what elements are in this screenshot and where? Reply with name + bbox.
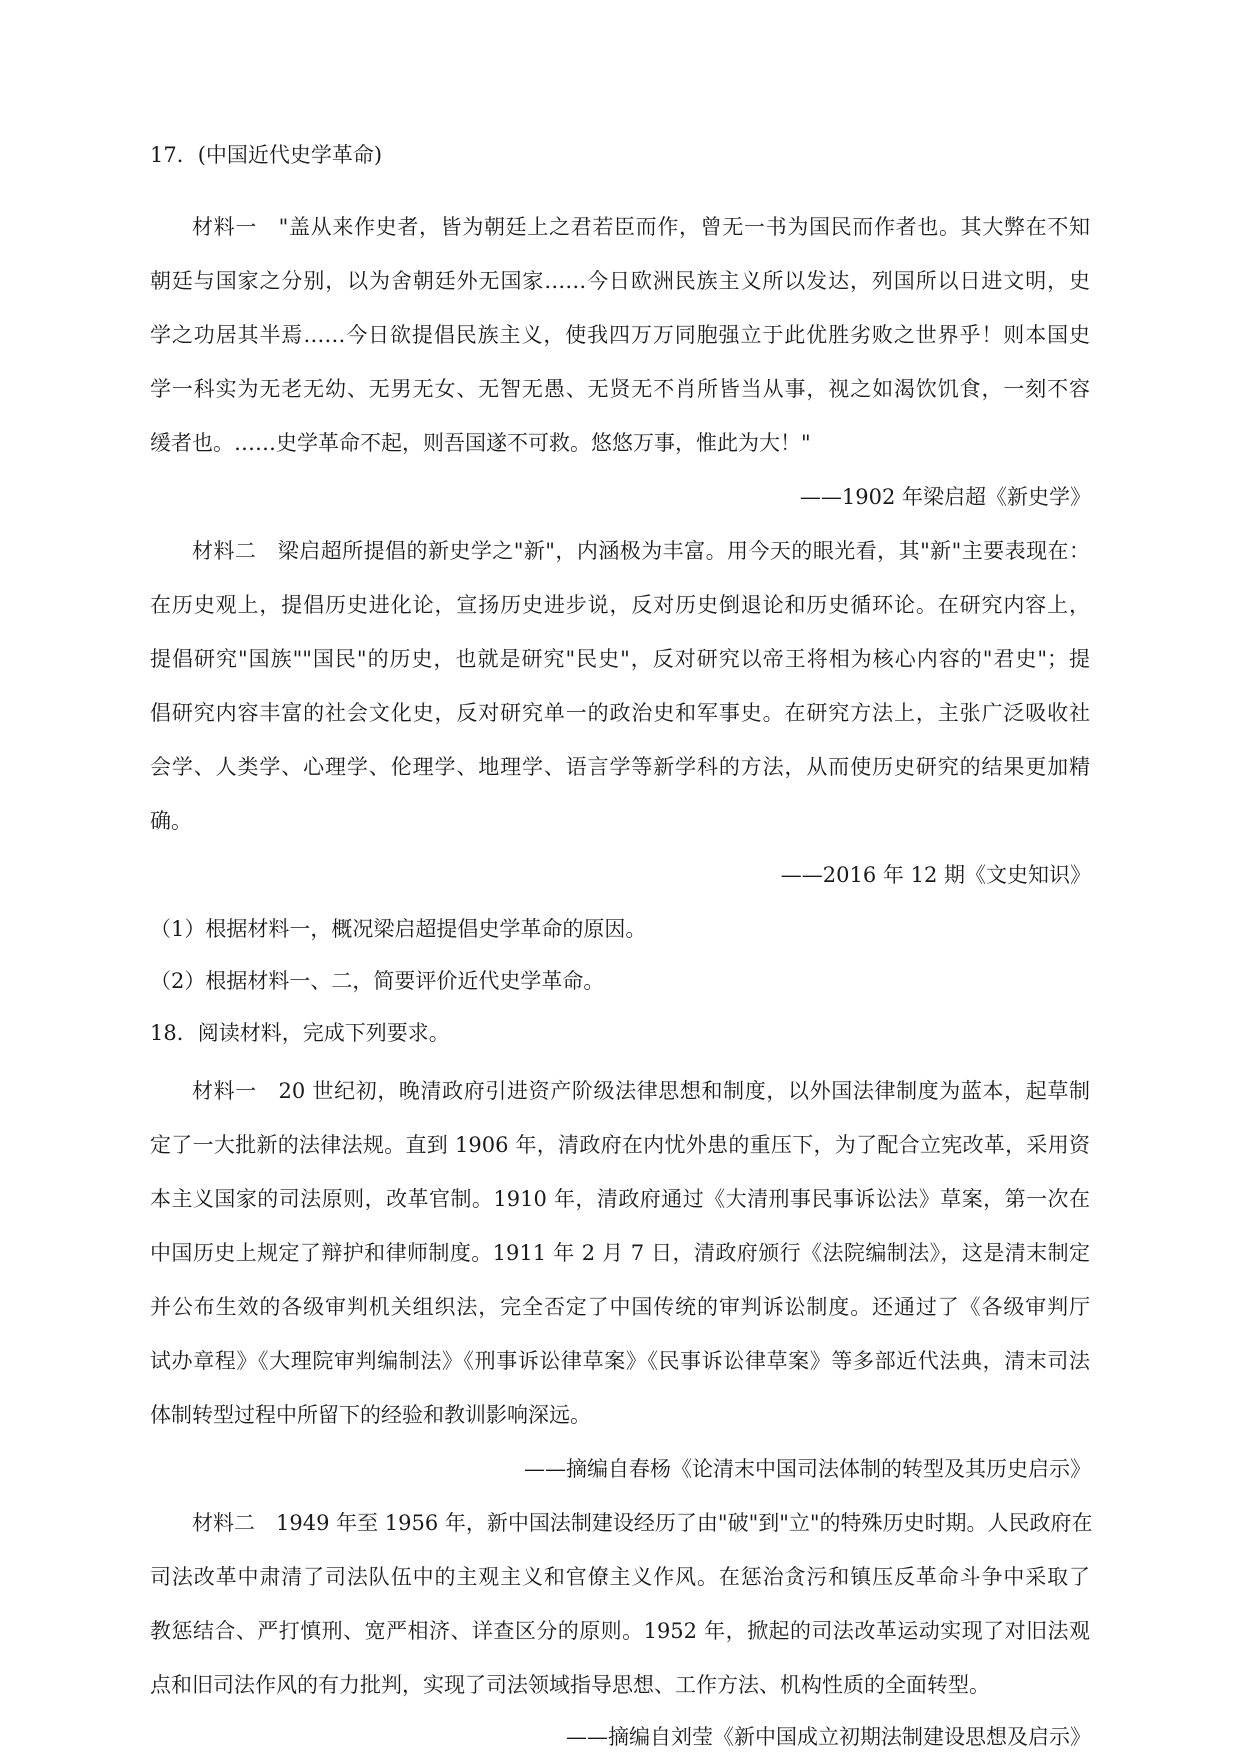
q18-material1-source: ——摘编自春杨《论清末中国司法体制的转型及其历史启示》 — [524, 1457, 1091, 1481]
q18-material1-line: 中国历史上规定了辩护和律师制度。1911 年 2 月 7 日，清政府颁行《法院编制法》，这是清末制定 — [150, 1241, 1090, 1265]
q17-material2-line: 提倡研究"国族""国民"的历史，也就是研究"民史"，反对研究以帝王将相为核心内容的"君史"；提 — [150, 647, 1090, 671]
q18-material2-line: 教惩结合、严打慎刑、宽严相济、详查区分的原则。1952 年，掀起的司法改革运动实现了对旧法观 — [150, 1619, 1090, 1643]
q18-material1-line: 试办章程》《大理院审判编制法》《刑事诉讼律草案》《民事诉讼律草案》等多部近代法典，清末司法 — [150, 1349, 1090, 1373]
q18-material2-line: 材料二 1949 年至 1956 年，新中国法制建设经历了由"破"到"立"的特殊历史时期。人民政府在 — [192, 1511, 1093, 1535]
q17-sub-question-2: （2）根据材料一、二，简要评价近代史学革命。 — [150, 969, 605, 993]
q18-material1-line: 体制转型过程中所留下的经验和教训影响深远。 — [150, 1403, 591, 1427]
q17-material2-line: 倡研究内容丰富的社会文化史，反对研究单一的政治史和军事史。在研究方法上，主张广泛吸收社 — [150, 701, 1090, 725]
q17-material1-line: 缓者也。……史学革命不起，则吾国遂不可救。悠悠万事，惟此为大！" — [150, 431, 811, 455]
q17-material1-line: 材料一 "盖从来作史者，皆为朝廷上之君若臣而作，曾无一书为国民而作者也。其大弊在不知 — [192, 215, 1090, 239]
q18-material2-line: 司法改革中肃清了司法队伍中的主观主义和官僚主义作风。在惩治贪污和镇压反革命斗争中采取了 — [150, 1565, 1090, 1589]
q17-material1-line: 学之功居其半焉……今日欲提倡民族主义，使我四万万同胞强立于此优胜劣败之世界乎！则本国史 — [150, 323, 1090, 347]
q18-material1-line: 材料一 20 世纪初，晚清政府引进资产阶级法律思想和制度，以外国法律制度为蓝本，起草制 — [192, 1079, 1090, 1103]
q17-sub-question-1: （1）根据材料一，概况梁启超提倡史学革命的原因。 — [150, 917, 647, 941]
q17-material2-line: 材料二 梁启超所提倡的新史学之"新"，内涵极为丰富。用今天的眼光看，其"新"主要表现在： — [192, 539, 1090, 563]
q18-material1-line: 本主义国家的司法原则，改革官制。1910 年，清政府通过《大清刑事民事诉讼法》草案，第一次在 — [150, 1187, 1090, 1211]
q17-material1-line: 朝廷与国家之分别，以为舍朝廷外无国家……今日欧洲民族主义所以发达，列国所以日进文明，史 — [150, 269, 1090, 293]
question-18-heading: 18．阅读材料，完成下列要求。 — [150, 1021, 450, 1045]
q17-material1-source: ——1902 年梁启超《新史学》 — [799, 485, 1091, 509]
question-17-heading: 17．(中国近代史学革命) — [150, 143, 383, 167]
q18-material1-line: 定了一大批新的法律法规。直到 1906 年，清政府在内忧外患的重压下，为了配合立宪改革，采用资 — [150, 1133, 1090, 1157]
q17-material2-line: 确。 — [150, 809, 192, 833]
q17-material1-line: 学一科实为无老无幼、无男无女、无智无愚、无贤无不肖所皆当从事，视之如渴饮饥食，一刻不容 — [150, 377, 1090, 401]
q18-material2-line: 点和旧司法作风的有力批判，实现了司法领域指导思想、工作方法、机构性质的全面转型。 — [150, 1673, 990, 1697]
q17-material2-line: 会学、人类学、心理学、伦理学、地理学、语言学等新学科的方法，从而使历史研究的结果更加精 — [150, 755, 1090, 779]
q18-material1-line: 并公布生效的各级审判机关组织法，完全否定了中国传统的审判诉讼制度。还通过了《各级审判厅 — [150, 1295, 1090, 1319]
q17-material2-line: 在历史观上，提倡历史进化论，宣扬历史进步说，反对历史倒退论和历史循环论。在研究内容上， — [150, 593, 1090, 617]
q17-material2-source: ——2016 年 12 期《文史知识》 — [780, 863, 1091, 887]
q18-material2-source: ——摘编自刘莹《新中国成立初期法制建设思想及启示》 — [566, 1725, 1091, 1749]
